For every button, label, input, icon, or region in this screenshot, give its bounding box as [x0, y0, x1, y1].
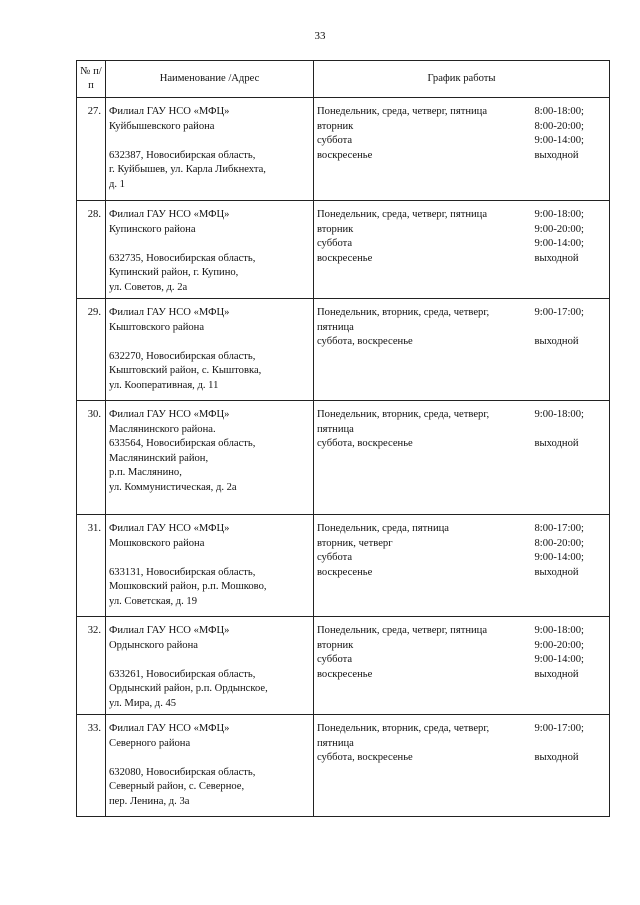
spacer [109, 237, 310, 252]
table-body [77, 98, 610, 817]
branch-address-line: ул. Советов, д. 2а [109, 281, 188, 293]
schedule-day-line: Понедельник, вторник, среда, четверг, [317, 409, 490, 420]
schedule-hours-line: выходной [534, 149, 579, 161]
row-number: 31. [77, 515, 106, 617]
schedule-hours-line: 9:00-14:00; [534, 654, 584, 665]
schedule-hours-line: 9:00-14:00; [534, 552, 584, 563]
branch-name-line: Ордынского района [109, 639, 198, 651]
branch-name-line: Мошковского района [109, 537, 205, 549]
schedule-day-line: Понедельник, среда, пятница [317, 523, 450, 534]
schedule-hours-line: 9:00-18:00; [534, 409, 584, 420]
branch-address-line: 632080, Новосибирская область, [109, 766, 256, 778]
branch-name-line: Северного района [109, 737, 191, 749]
table-row [77, 715, 610, 817]
schedule-day-line: пятница [317, 737, 354, 749]
branch-address-line: г. Куйбышев, ул. Карла Либкнехта, [109, 164, 266, 175]
branch-name-address [106, 715, 314, 817]
branch-address-line: Ордынский район, р.п. Ордынское, [109, 683, 268, 694]
schedule-hours-line: 9:00-17:00; [534, 723, 584, 734]
schedule-hours-line: выходной [534, 668, 579, 680]
header-schedule: График работы [314, 61, 610, 98]
branch-name-line: Филиал ГАУ НСО «МФЦ» [109, 106, 230, 117]
schedule-days [314, 98, 533, 201]
schedule-hours-line: выходной [534, 252, 579, 264]
schedule-hours-line: 9:00-18:00; [534, 625, 584, 636]
schedule-day-line: вторник [317, 639, 354, 651]
schedule-days [314, 715, 533, 817]
schedule-days [314, 401, 533, 515]
schedule-hours-line: 9:00-20:00; [534, 223, 584, 235]
schedule-day-line: суббота, воскресенье [317, 336, 413, 347]
branch-address-line: Купинский район, г. Купино, [109, 267, 239, 278]
branch-name-line: Кыштовского района [109, 321, 205, 333]
branch-address-line: 632735, Новосибирская область, [109, 252, 256, 264]
branch-address-line: Маслянинский район, [109, 452, 209, 464]
schedule-hours-line: 8:00-17:00; [534, 523, 584, 534]
table-row [77, 299, 610, 401]
page-number: 33 [314, 30, 326, 42]
row-number: 32. [77, 617, 106, 715]
branch-name-address [106, 515, 314, 617]
spacer [109, 134, 310, 149]
branch-address-line: Кыштовский район, с. Кыштовка, [109, 365, 262, 376]
schedule-hours-line: 9:00-14:00; [534, 135, 584, 146]
schedule-hours-line: 9:00-20:00; [534, 639, 584, 651]
schedule-hours [533, 515, 610, 617]
row-number: 33. [77, 715, 106, 817]
branch-address-line: 633564, Новосибирская область, [109, 438, 256, 449]
schedule-days [314, 201, 533, 299]
table-row [77, 401, 610, 515]
schedule-day-line: вторник, четверг [317, 537, 393, 549]
row-number: 28. [77, 201, 106, 299]
table-row [77, 617, 610, 715]
schedule-day-line: воскресенье [317, 566, 373, 578]
header-name-address: Наименование /Адрес [106, 61, 314, 98]
schedule-hours-line: 8:00-20:00; [534, 537, 584, 549]
schedule-day-line: суббота [317, 654, 353, 665]
schedule-days [314, 515, 533, 617]
branch-name-address [106, 401, 314, 515]
branch-address-line: 632270, Новосибирская область, [109, 350, 256, 362]
row-number: 30. [77, 401, 106, 515]
table-row [77, 201, 610, 299]
schedule-day-line: воскресенье [317, 149, 373, 161]
schedule-hours-line [535, 737, 610, 752]
mfc-branches-table [76, 60, 610, 817]
branch-address-line: Северный район, с. Северное, [109, 781, 245, 792]
branch-name-line: Филиал ГАУ НСО «МФЦ» [109, 625, 230, 636]
spacer [109, 335, 310, 350]
schedule-day-line: пятница [317, 423, 354, 435]
schedule-hours-line: 8:00-18:00; [534, 106, 584, 117]
branch-name-line: Филиал ГАУ НСО «МФЦ» [109, 523, 230, 534]
schedule-hours-line: 8:00-20:00; [534, 120, 584, 132]
schedule-day-line: Понедельник, среда, четверг, пятница [317, 106, 488, 117]
schedule-hours [533, 715, 610, 817]
schedule-day-line: вторник [317, 223, 354, 235]
table-row [77, 98, 610, 201]
branch-name-line: Купинского района [109, 223, 196, 235]
branch-name-line: Маслянинского района. [109, 423, 216, 435]
branch-name-address [106, 98, 314, 201]
branch-address-line: ул. Коммунистическая, д. 2а [109, 481, 237, 493]
schedule-day-line: Понедельник, вторник, среда, четверг, [317, 307, 490, 318]
schedule-hours-line: 9:00-18:00; [534, 209, 584, 220]
schedule-day-line: суббота [317, 135, 353, 146]
table-header-row [77, 61, 610, 98]
schedule-day-line: Понедельник, среда, четверг, пятница [317, 209, 488, 220]
branch-address-line: ул. Кооперативная, д. 11 [109, 379, 219, 391]
branch-name-line: Филиал ГАУ НСО «МФЦ» [109, 209, 230, 220]
schedule-hours-line: 9:00-14:00; [534, 238, 584, 249]
schedule-days [314, 617, 533, 715]
schedule-hours-line: выходной [534, 566, 579, 578]
row-number: 27. [77, 98, 106, 201]
schedule-hours-line: выходной [534, 438, 579, 449]
branch-name-line: Филиал ГАУ НСО «МФЦ» [109, 307, 230, 318]
branch-name-address [106, 299, 314, 401]
spacer [109, 751, 310, 766]
schedule-day-line: воскресенье [317, 668, 373, 680]
branch-address-line: 633261, Новосибирская область, [109, 668, 256, 680]
schedule-day-line: Понедельник, вторник, среда, четверг, [317, 723, 490, 734]
schedule-days [314, 299, 533, 401]
schedule-day-line: Понедельник, среда, четверг, пятница [317, 625, 488, 636]
branch-address-line: 633131, Новосибирская область, [109, 566, 256, 578]
branch-address-line: д. 1 [109, 178, 125, 190]
schedule-hours [533, 98, 610, 201]
branch-address-line: ул. Мира, д. 45 [109, 697, 177, 709]
schedule-hours [533, 299, 610, 401]
schedule-hours-line: 9:00-17:00; [534, 307, 584, 318]
schedule-hours [533, 201, 610, 299]
branch-name-line: Филиал ГАУ НСО «МФЦ» [109, 409, 230, 420]
schedule-day-line: суббота [317, 238, 353, 249]
schedule-hours-line: выходной [534, 752, 579, 763]
branch-name-address [106, 617, 314, 715]
schedule-day-line: воскресенье [317, 252, 373, 264]
branch-name-line: Куйбышевского района [109, 120, 215, 132]
spacer [109, 551, 310, 566]
schedule-day-line: суббота, воскресенье [317, 438, 413, 449]
branch-address-line: 632387, Новосибирская область, [109, 149, 256, 161]
header-num: № п/п [77, 61, 106, 98]
schedule-day-line: вторник [317, 120, 354, 132]
schedule-hours [533, 617, 610, 715]
schedule-day-line: суббота, воскресенье [317, 752, 413, 763]
schedule-hours [533, 401, 610, 515]
branch-address-line: р.п. Маслянино, [109, 467, 182, 478]
schedule-hours-line: выходной [534, 336, 579, 347]
spacer [109, 653, 310, 668]
branch-address-line: пер. Ленина, д. 3а [109, 795, 190, 807]
branch-address-line: Мошковский район, р.п. Мошково, [109, 581, 267, 592]
branch-name-line: Филиал ГАУ НСО «МФЦ» [109, 723, 230, 734]
branch-address-line: ул. Советская, д. 19 [109, 595, 198, 607]
table-row [77, 515, 610, 617]
schedule-day-line: суббота [317, 552, 353, 563]
schedule-day-line: пятница [317, 321, 354, 333]
row-number: 29. [77, 299, 106, 401]
schedule-hours-line [535, 321, 610, 336]
branch-name-address [106, 201, 314, 299]
schedule-hours-line [535, 423, 610, 438]
